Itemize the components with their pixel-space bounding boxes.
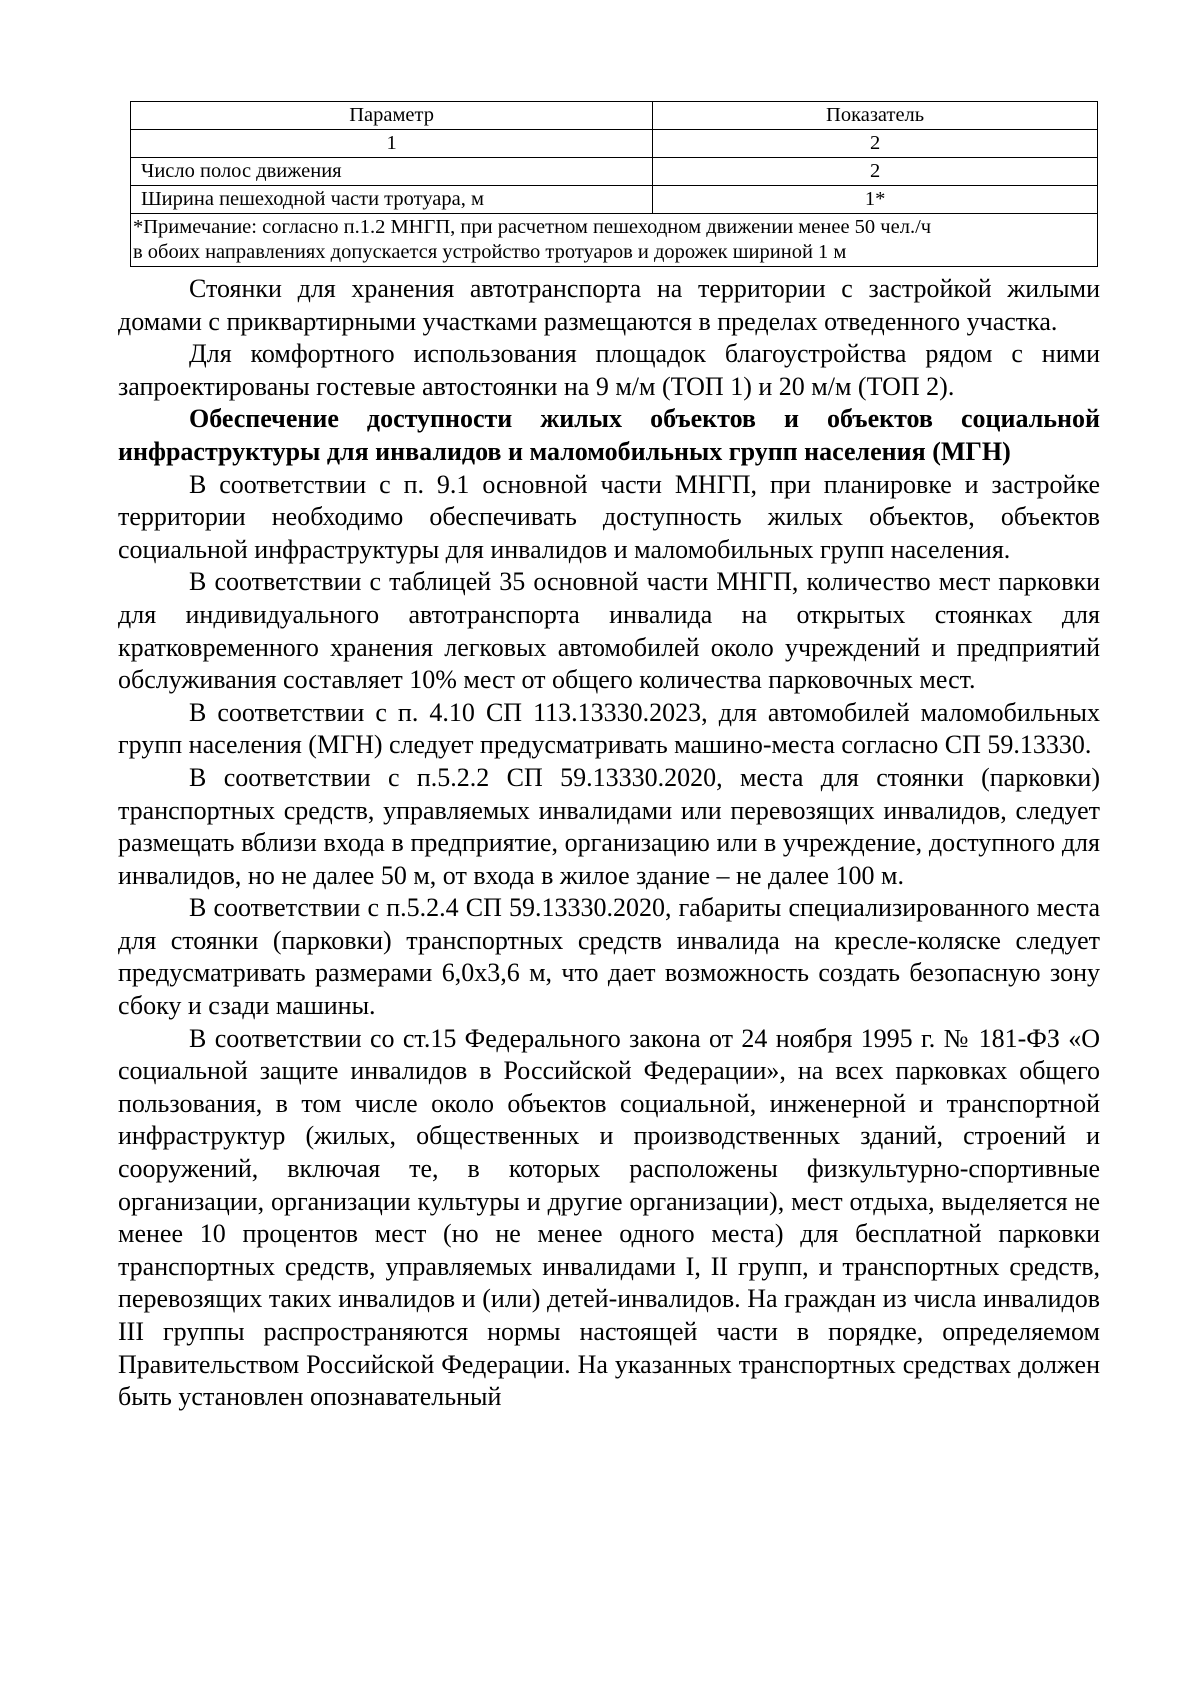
column-number: 2 xyxy=(653,130,1098,158)
param-cell: Число полос движения xyxy=(131,158,653,186)
paragraph: В соответствии с таблицей 35 основной части МНГП, количество мест парковки для индивидуального автотранспорта инвалида на открытых стоянках для кратковременного хранения легковых автомобилей около учреждений и предприятий обслуживания составляет 10% мест от общего количества парковочных мест. xyxy=(118,567,1100,695)
table-row xyxy=(131,186,1098,214)
table-number-row xyxy=(131,130,1098,158)
note-line: в обоих направлениях допускается устройство тротуаров и дорожек шириной 1 м xyxy=(133,241,847,263)
table-row xyxy=(131,158,1098,186)
value-cell: 1* xyxy=(653,186,1098,214)
paragraph: В соответствии с п. 4.10 СП 113.13330.2023, для автомобилей маломобильных групп населения (МГН) следует предусматривать машино-места согласно СП 59.13330. xyxy=(118,697,1100,760)
paragraph: В соответствии с п.5.2.2 СП 59.13330.2020, места для стоянки (парковки) транспортных средств, управляемых инвалидами или перевозящих инвалидов, следует размещать вблизи входа в предприятие, организацию или в учреждение, доступного для инвалидов, но не далее 50 м, от входа в жилое здание – не далее 100 м. xyxy=(118,762,1100,890)
table-note-row xyxy=(131,214,1098,267)
paragraph: Для комфортного использования площадок благоустройства рядом с ними запроектированы гостевые автостоянки на 9 м/м (ТОП 1) и 20 м/м (ТОП 2). xyxy=(118,339,1100,401)
paragraph: Стоянки для хранения автотранспорта на территории с застройкой жилыми домами с приквартирными участками размещаются в пределах отведенного участка. xyxy=(118,274,1100,336)
column-number: 1 xyxy=(131,130,653,158)
header-value: Показатель xyxy=(653,102,1098,130)
param-cell: Ширина пешеходной части тротуара, м xyxy=(131,186,653,214)
section-heading: Обеспечение доступности жилых объектов и объектов социальной инфраструктуры для инвалидов и маломобильных групп населения (МГН) xyxy=(118,404,1100,466)
header-parameter: Параметр xyxy=(131,102,653,130)
table-note xyxy=(131,214,1098,267)
paragraph: В соответствии со ст.15 Федерального закона от 24 ноября 1995 г. № 181-ФЗ «О социальной защите инвалидов в Российской Федерации», на всех парковках общего пользования, в том числе около объектов социальной, инженерной и транспортной инфраструктур (жилых, общественных и производственных зданий, строений и сооружений, включая те, в которых расположены физкультурно-спортивные организации, организации культуры и другие организации), мест отдыха, выделяется не менее 10 процентов мест (но не менее одного места) для бесплатной парковки транспортных средств, управляемых инвалидами I, II групп, и транспортных средств, перевозящих таких инвалидов и (или) детей-инвалидов. На граждан из числа инвалидов III группы распространяются нормы настоящей части в порядке, определяемом Правительством Российской Федерации. На указанных транспортных средствах должен быть установлен опознавательный xyxy=(118,1023,1100,1412)
note-line: *Примечание: согласно п.1.2 МНГП, при расчетном пешеходном движении менее 50 чел./ч xyxy=(133,216,932,238)
value-cell: 2 xyxy=(653,158,1098,186)
paragraph: В соответствии с п.5.2.4 СП 59.13330.2020, габариты специализированного места для стоянки (парковки) транспортных средств инвалида на кресле-коляске следует предусматривать размерами 6,0х3,6 м, что дает возможность создать безопасную зону сбоку и сзади машины. xyxy=(118,893,1100,1021)
paragraph: В соответствии с п. 9.1 основной части МНГП, при планировке и застройке территории необходимо обеспечивать доступность жилых объектов, объектов социальной инфраструктуры для инвалидов и маломобильных групп населения. xyxy=(118,469,1100,564)
table-header-row xyxy=(131,102,1098,130)
parameter-table xyxy=(130,101,1098,267)
body-text xyxy=(118,273,1100,1414)
